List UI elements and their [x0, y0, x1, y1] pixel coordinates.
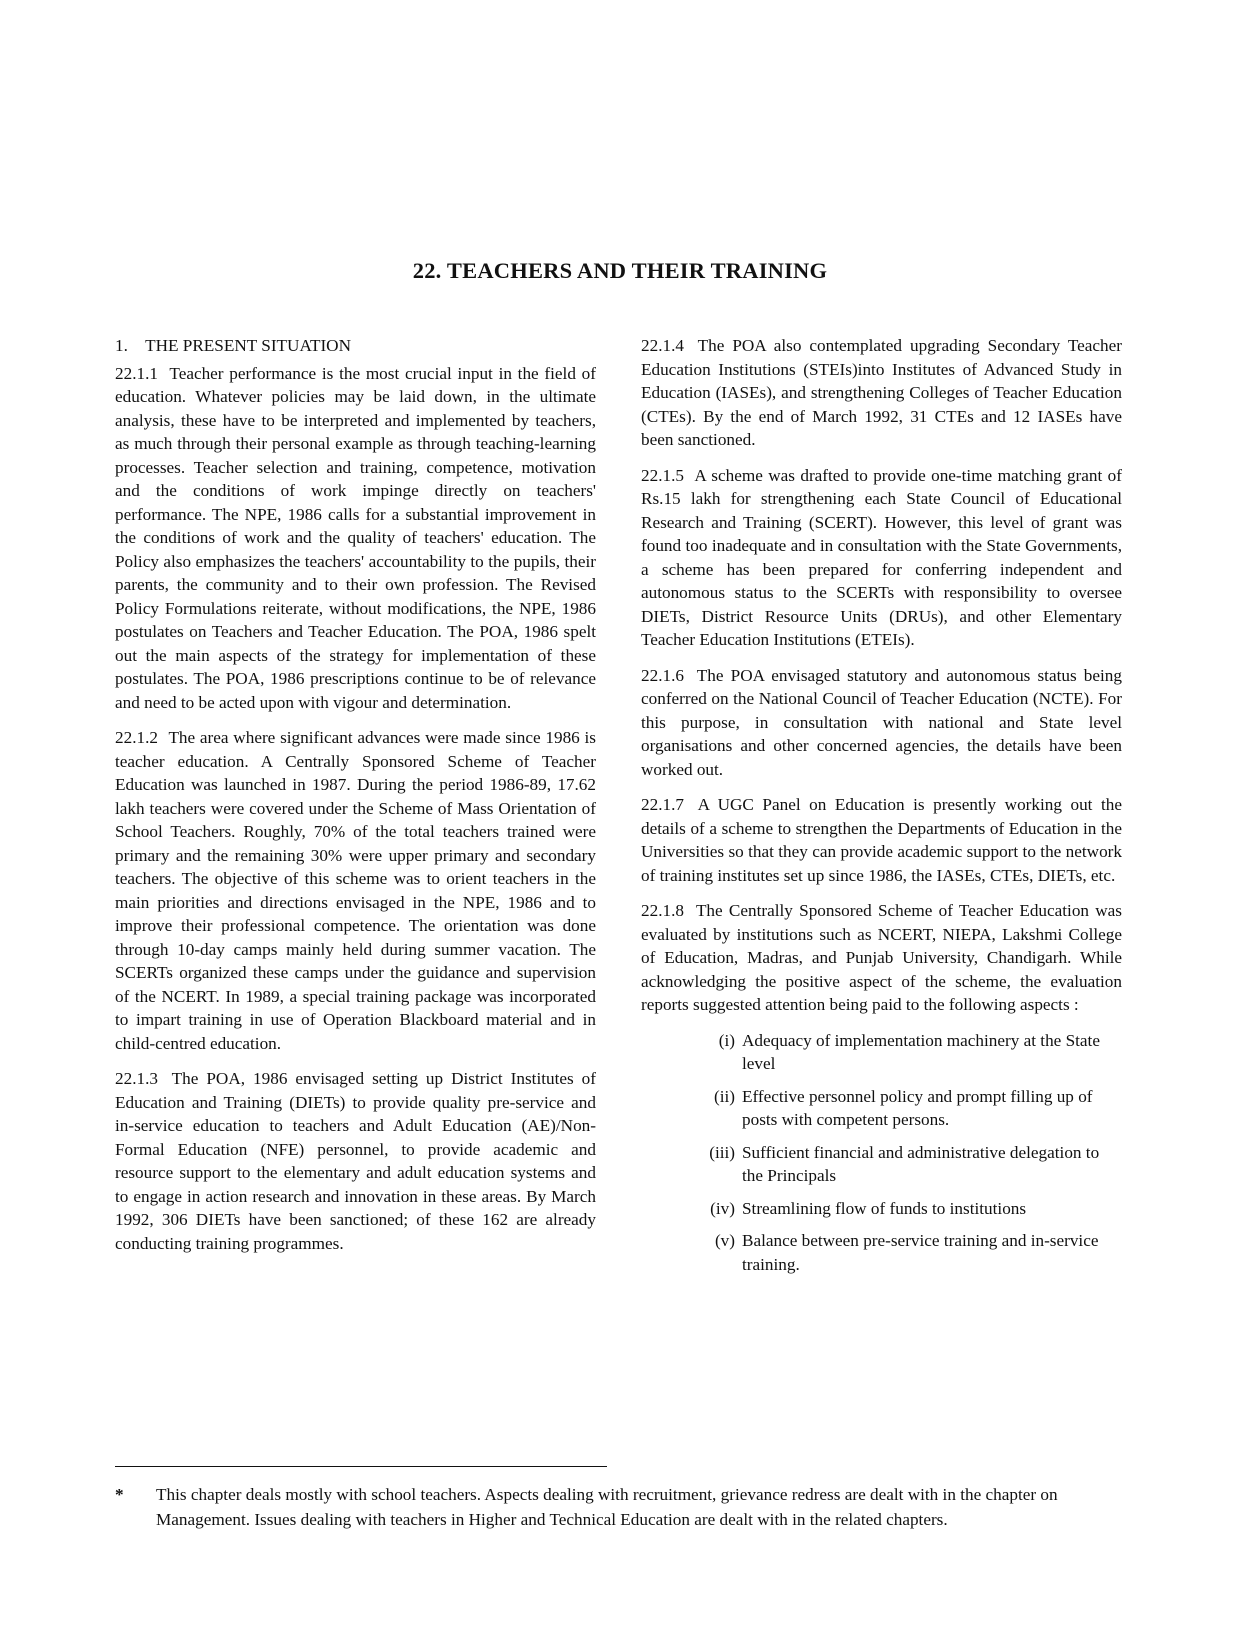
paragraph-number: 22.1.8	[641, 901, 684, 920]
list-item-marker: (i)	[718, 1030, 735, 1050]
list-item-marker: (iv)	[710, 1198, 735, 1218]
footnote-divider	[115, 1466, 607, 1467]
paragraph-number: 22.1.4	[641, 336, 684, 355]
footnote	[115, 1482, 1124, 1532]
list-item-marker: (iii)	[709, 1142, 735, 1162]
paragraph-text: The Centrally Sponsored Scheme of Teacher Education was evaluated by institutions such as NCERT, NIEPA, Lakshmi College of Education, Madras, and Punjab University, Chandigarh. While acknowledging the positive aspect of the scheme, the evaluation reports suggested attention being paid to the following aspects :	[641, 901, 1122, 1014]
paragraph-22-1-4	[641, 334, 1122, 452]
paragraph-22-1-2	[115, 726, 596, 1055]
list-item-text: Effective personnel policy and prompt filling up of posts with competent persons.	[742, 1086, 1093, 1129]
left-column	[115, 334, 596, 1267]
paragraph-22-1-6	[641, 664, 1122, 782]
paragraph-number: 22.1.2	[115, 728, 158, 747]
paragraph-number: 22.1.6	[641, 665, 684, 685]
list-item-marker: (ii)	[714, 1086, 735, 1106]
right-column	[641, 334, 1122, 1285]
paragraph-22-1-7	[641, 793, 1122, 887]
list-item	[704, 1141, 1122, 1188]
footnote-text: This chapter deals mostly with school teachers. Aspects dealing with recruitment, grievance redress are dealt with in the chapter on Management. Issues dealing with teachers in Higher and Technical Education are dealt with in the related chapters.	[156, 1485, 1058, 1529]
paragraph-number: 22.1.1	[115, 363, 158, 383]
paragraph-text: A scheme was drafted to provide one-time matching grant of Rs.15 lakh for strengthening each State Council of Educational Research and Training (SCERT). However, this level of grant was found too inadequate and in consultation with the State Governments, a scheme has been prepared for conferring independent and autonomous status to the SCERTs with responsibility to oversee DIETs, District Resource Units (DRUs), and other Elementary Teacher Education Institutions (ETEIs).	[641, 465, 1122, 649]
paragraph-text: The area where significant advances were made since 1986 is teacher education. A Centrally Sponsored Scheme of Teacher Education was launched in 1987. During the period 1986-89, 17.62 lakh teachers were covered under the Scheme of Mass Orientation of School Teachers. Roughly, 70% of the total teachers trained were primary and the remaining 30% were upper primary and secondary teachers. The objective of this scheme was to orient teachers in the main priorities and directions envisaged in the NPE, 1986 and to improve their professional competence. The orientation was done through 10-day camps mainly held during summer vacation. The SCERTs organized these camps under the guidance and supervision of the NCERT. In 1989, a special training package was incorporated to impart training in use of Operation Blackboard material and in child-centred education.	[115, 728, 596, 1053]
list-item	[704, 1229, 1122, 1276]
section-heading	[115, 334, 596, 358]
list-item-text: Balance between pre-service training and in-service training.	[742, 1231, 1099, 1274]
list-item	[704, 1085, 1122, 1132]
list-item	[704, 1029, 1122, 1076]
paragraph-text: A UGC Panel on Education is presently working out the details of a scheme to strengthen the Departments of Education in the Universities so that they can provide academic support to the network of training institutes set up since 1986, the IASEs, CTEs, DIETs, etc.	[641, 795, 1122, 885]
paragraph-22-1-1	[115, 362, 596, 715]
paragraph-text: The POA envisaged statutory and autonomous status being conferred on the National Council of Teacher Education (NCTE). For this purpose, in consultation with national and State level organisations and other concerned agencies, the details have been worked out.	[641, 665, 1122, 779]
list-item-text: Sufficient financial and administrative delegation to the Principals	[742, 1142, 1100, 1185]
section-heading-text: THE PRESENT SITUATION	[145, 336, 352, 355]
list-item	[704, 1197, 1122, 1221]
list-item-text: Streamlining flow of funds to institutions	[742, 1198, 1027, 1218]
paragraph-text: Teacher performance is the most crucial input in the field of education. Whatever policies may be laid down, in the ultimate analysis, these have to be interpreted and implemented by teachers, as much through their personal example as through teaching-learning processes. Teacher selection and training, competence, motivation and the conditions of work impinge directly on teachers' performance. The NPE, 1986 calls for a substantial improvement in the conditions of work and the quality of teachers' education. The Policy also emphasizes the teachers' accountability to the pupils, their parents, the community and to their own profession. The Revised Policy Formulations reiterate, without modifications, the NPE, 1986 postulates on Teachers and Teacher Education. The POA, 1986 spelt out the main aspects of the strategy for implementation of these postulates. The POA, 1986 prescriptions continue to be of relevance and need to be acted upon with vigour and determination.	[115, 363, 596, 712]
paragraph-text: The POA also contemplated upgrading Secondary Teacher Education Institutions (STEIs)into Institutes of Advanced Study in Education (IASEs), and strengthening Colleges of Teacher Education (CTEs). By the end of March 1992, 31 CTEs and 12 IASEs have been sanctioned.	[641, 336, 1122, 449]
paragraph-22-1-5	[641, 464, 1122, 652]
paragraph-number: 22.1.3	[115, 1069, 158, 1088]
chapter-title: 22. TEACHERS AND THEIR TRAINING	[412, 258, 828, 283]
paragraph-22-1-3	[115, 1067, 596, 1255]
aspects-list	[641, 1029, 1122, 1277]
list-item-marker: (v)	[714, 1231, 735, 1250]
paragraph-text: The POA, 1986 envisaged setting up District Institutes of Education and Training (DIETs) to provide quality pre-service and in-service education to teachers and Adult Education (AE)/Non- Formal Education (NFE) personnel, to provide academic and resource support to the elementary and adult education systems and to engage in action research and innovation in these areas. By March 1992, 306 DIETs have been sanctioned; of these 162 are already conducting training programmes.	[115, 1069, 596, 1253]
list-item-text: Adequacy of implementation machinery at the State level	[742, 1030, 1100, 1073]
section-number: 1.	[115, 336, 128, 355]
paragraph-number: 22.1.7	[641, 795, 684, 814]
paragraph-22-1-8	[641, 899, 1122, 1017]
footnote-marker: *	[115, 1485, 124, 1504]
paragraph-number: 22.1.5	[641, 465, 684, 485]
